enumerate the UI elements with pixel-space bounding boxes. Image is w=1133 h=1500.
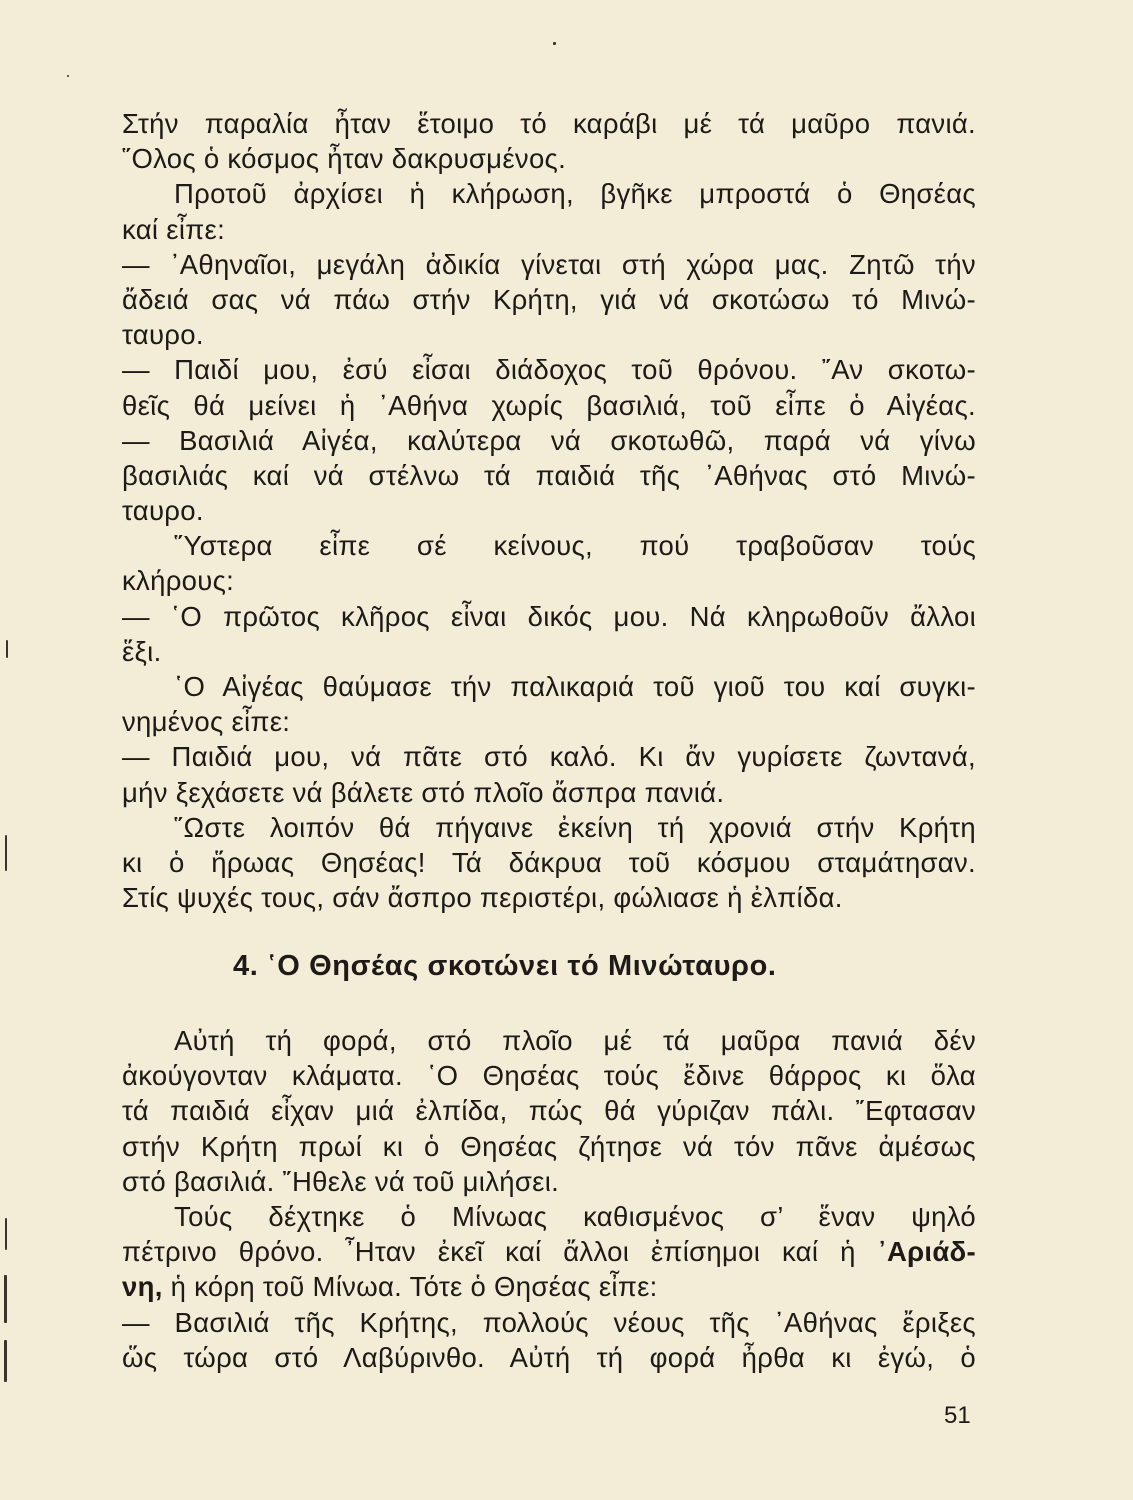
text-line: — ᾿Αθηναῖοι, μεγάλη ἀδικία γίνεται στή χώρα μας. Ζητῶ τήν [122,248,976,280]
text-line: Τούς δέχτηκε ὁ Μίνωας καθισμένος σ’ ἕναν ψηλό [174,1200,976,1232]
text-line [122,1234,976,1269]
scan-mark [553,42,556,45]
text-line: ῞Υστερα εἶπε σέ κείνους, πού τραβοῦσαν τούς [174,530,976,562]
scan-mark [67,75,69,77]
text-line: καί εἶπε: [122,213,226,245]
text-before-heading [122,106,976,915]
scan-mark [6,640,8,658]
scan-mark [5,835,7,871]
scan-mark [4,1340,7,1382]
text-line: μήν ξεχάσετε νά βάλετε στό πλοῖο ἄσπρα πανιά. [122,776,725,808]
text-line: Αὐτή τή φορά, στό πλοῖο μέ τά μαῦρα πανιά δέν [174,1025,976,1056]
bold-name: νη, [122,1271,163,1303]
text-line: Στήν παραλία ἦταν ἕτοιμο τό καράβι μέ τά μαῦρο πανιά. [122,108,976,139]
text-line: ἀκούγονταν κλάματα. ῾Ο Θησέας τούς ἔδινε θάρρος κι ὅλα [122,1060,976,1092]
text-after-heading [122,1023,976,1375]
text-line: ῞Ολος ὁ κόσμος ἦταν δακρυσμένος. [122,143,567,175]
text-line: — Παιδιά μου, νά πᾶτε στό καλό. Κι ἄν γυρίσετε ζωντανά, [122,741,976,773]
bold-name: ᾿Αριάδ- [877,1236,976,1268]
text-line [122,1269,976,1304]
text-run: πέτρινο θρόνο. ῏Ηταν ἐκεῖ καί ἄλλοι ἐπίσημοι καί ἡ [122,1236,878,1268]
text-line: βασιλιάς καί νά στέλνω τά παιδιά τῆς ᾿Αθήνας στό Μινώ- [122,459,976,491]
text-line: — Παιδί μου, ἐσύ εἶσαι διάδοχος τοῦ θρόνου. ῎Αν σκοτω- [122,354,976,386]
text-line: κι ὁ ἥρωας Θησέας! Τά δάκρυα τοῦ κόσμου σταμάτησαν. [122,846,976,878]
text-line: ῾Ο Αἰγέας θαύμασε τήν παλικαριά τοῦ γιοῦ του καί συγκι- [174,671,976,702]
text-line: — Βασιλιά τῆς Κρήτης, πολλούς νέους τῆς ᾿Αθήνας ἔριξες [122,1306,976,1338]
scan-mark [5,1218,7,1250]
section-heading: 4. ῾Ο Θησέας σκοτώνει τό Μινώταυρο. [233,950,777,982]
text-line: Προτοῦ ἀρχίσει ἡ κλήρωση, βγῆκε μπροστά ὁ Θησέας [174,178,976,210]
text-line: τά παιδιά εἶχαν μιά ἐλπίδα, πώς θά γύριζαν πάλι. ῎Εφτασαν [122,1095,976,1127]
text-line: Στίς ψυχές τους, σάν ἄσπρο περιστέρι, φώλιασε ἡ ἐλπίδα. [122,882,843,914]
page-number: 51 [944,1402,971,1429]
text-line: θεῖς θά μείνει ἡ ᾿Αθήνα χωρίς βασιλιά, τοῦ εἶπε ὁ Αἰγέας. [122,389,976,421]
text-line: ταυρο. [122,319,204,351]
text-line: κλήρους: [122,565,235,597]
text-line: στήν Κρήτη πρωί κι ὁ Θησέας ζήτησε νά τόν πᾶνε ἀμέσως [122,1130,976,1162]
text-line: ὥς τώρα στό Λαβύρινθο. Αὐτή τή φορά ἦρθα κι ἐγώ, ὁ [122,1341,976,1373]
text-line: — Βασιλιά Αἰγέα, καλύτερα νά σκοτωθῶ, παρά νά γίνω [122,424,976,456]
text-line: ταυρο. [122,495,204,527]
text-line: ῞Ωστε λοιπόν θά πήγαινε ἐκείνη τή χρονιά στήν Κρήτη [174,811,976,843]
text-line: νημένος εἶπε: [122,706,291,738]
scan-mark [4,1275,7,1323]
text-line: — ῾Ο πρῶτος κλῆρος εἶναι δικός μου. Νά κληρωθοῦν ἄλλοι [122,600,976,632]
text-line: ἄδειά σας νά πάω στήν Κρήτη, γιά νά σκοτώσω τό Μινώ- [122,283,976,315]
text-line: στό βασιλιά. ῎Ηθελε νά τοῦ μιλήσει. [122,1165,560,1197]
text-run: ἡ κόρη τοῦ Μίνωα. Τότε ὁ Θησέας εἶπε: [162,1271,658,1303]
text-line: ἕξι. [122,635,162,667]
